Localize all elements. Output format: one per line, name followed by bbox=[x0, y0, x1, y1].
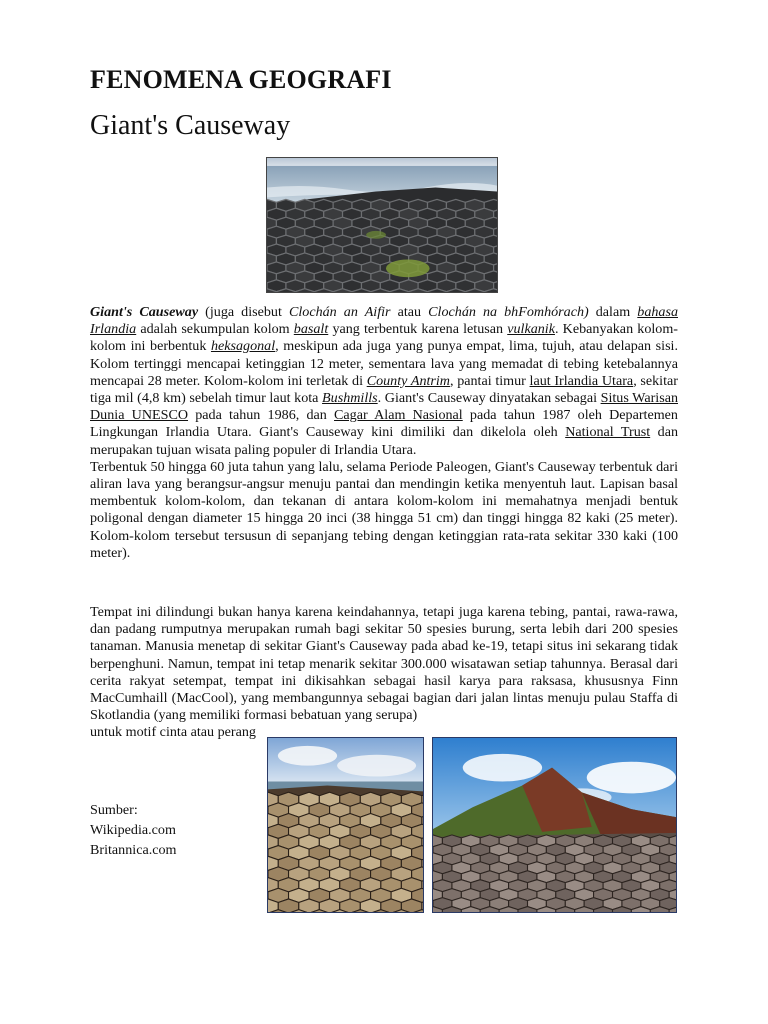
text-run: (juga disebut bbox=[198, 304, 289, 320]
paragraph-3-text: Tempat ini dilindungi bukan hanya karena keindahannya, tetapi juga karena tebing, pantai, rawa-rawa, dan padang rumputnya merupakan rumah bagi sekitar 50 spesies burung, serta lebih dari 200 spesies tanaman. Manusia menetap di sekitar Giant's Causeway pada abad ke-19, tetapi situs ini sekarang tidak berpenghuni. Namun, tempat ini tetap menarik sekitar 300.000 wisatawan setiap tahunnya. Berasal dari cerita rakyat setempat, tempat ini dikisahkan sebagai hasil karya para raksasa, khususnya Finn MacCumhaill (MacCool), yang membangunnya sebagai bagian dari jalan lintas menuju pulau Staffa di Skotlandia (yang memiliki formasi bebatuan yang serupa) bbox=[90, 604, 678, 724]
source-item: Britannica.com bbox=[90, 842, 177, 858]
link-laut-irlandia-utara[interactable]: laut Irlandia Utara bbox=[529, 372, 634, 389]
term-irish-name-2: Clochán na bhFomhórach) bbox=[428, 304, 589, 320]
document-subtitle: Giant's Causeway bbox=[90, 110, 291, 141]
photo-cliff-headland bbox=[432, 737, 677, 913]
basalt-column bbox=[401, 899, 422, 912]
photo-coastline-columns bbox=[267, 737, 424, 913]
link-basalt[interactable]: basalt bbox=[293, 321, 329, 338]
text-run: , sekitar tiga mil (4,8 km) sebelah timur laut kota bbox=[90, 372, 678, 407]
basalt-column bbox=[340, 899, 361, 912]
document-title: FENOMENA GEOGRAFI bbox=[90, 65, 392, 94]
basalt-column bbox=[299, 899, 320, 912]
link-situs-warisan-unesco[interactable]: Situs Warisan Dunia UNESCO bbox=[90, 390, 678, 424]
paragraph-intro bbox=[90, 304, 678, 459]
paragraph-1 bbox=[90, 304, 678, 562]
text-run: pada tahun 1987 oleh Departemen Lingkungan Irlandia Utara. Giant's Causeway kini dimiliki dan dikelola oleh bbox=[90, 407, 678, 441]
text-run: pada tahun 1986, dan bbox=[188, 407, 335, 424]
link-bahasa-irlandia[interactable]: bahasa Irlandia bbox=[90, 304, 678, 338]
text-run: . Kebanyakan kolom-kolom ini berbentuk bbox=[90, 321, 678, 355]
sources-section bbox=[90, 800, 177, 860]
link-county-antrim[interactable]: County Antrim bbox=[366, 372, 450, 389]
text-run: dalam bbox=[588, 304, 638, 320]
source-item: Wikipedia.com bbox=[90, 822, 176, 838]
text-run: atau bbox=[390, 304, 429, 320]
basalt-column bbox=[319, 899, 339, 912]
paragraph-3 bbox=[90, 604, 678, 742]
link-heksagonal[interactable]: heksagonal bbox=[210, 338, 276, 355]
text-run: . Giant's Causeway dinyatakan sebagai bbox=[377, 390, 601, 407]
link-bushmills[interactable]: Bushmills bbox=[322, 390, 378, 407]
text-run: , meskipun ada juga yang punya empat, lima, tujuh, atau delapan sisi. Kolom tertinggi mencapai ketinggian 12 meter, sementara lava yang memadat di tebing ketebalannya mencapai 28 meter. Kolom-kolom ini terletak di bbox=[90, 338, 678, 389]
paragraph-2: Terbentuk 50 hingga 60 juta tahun yang lalu, selama Periode Paleogen, Giant's Causeway terbentuk dari aliran lava yang berangsur-angsur menuju pantai dan mendingin ketika menyentuh laut. Lapisan basal membentuk kolom-kolom, dan tekanan di antara kolom-kolom ini memahatnya menjadi bentuk poligonal dengan diameter 15 hingga 20 inci (38 hingga 51 cm) dan tinggi hingga 82 kaki (25 meter). Kolom-kolom tersebut tersusun di sepanjang tebing dengan ketinggian rata-rata sekitar 330 kaki (100 meter). bbox=[90, 458, 678, 561]
text-run: dan merupakan tujuan wisata paling populer di Irlandia Utara. bbox=[90, 424, 678, 458]
basalt-column bbox=[381, 899, 402, 912]
term-giants-causeway: Giant's Causeway bbox=[90, 304, 199, 320]
paragraph-3-last-line: untuk motif cinta atau perang bbox=[90, 724, 256, 741]
hero-photo-basalt-columns bbox=[266, 157, 498, 293]
link-national-trust[interactable]: National Trust bbox=[565, 424, 651, 441]
link-vulkanik[interactable]: vulkanik bbox=[507, 321, 555, 338]
text-run: yang terbentuk karena letusan bbox=[328, 321, 508, 338]
basalt-column bbox=[360, 899, 381, 912]
text-run: adalah sekumpulan kolom bbox=[136, 321, 294, 338]
sources-label: Sumber: bbox=[90, 802, 138, 818]
text-run: , pantai timur bbox=[449, 372, 530, 389]
link-cagar-alam-nasional[interactable]: Cagar Alam Nasional bbox=[334, 407, 463, 424]
term-irish-name-1: Clochán an Aifir bbox=[288, 304, 391, 320]
basalt-column bbox=[278, 899, 299, 912]
